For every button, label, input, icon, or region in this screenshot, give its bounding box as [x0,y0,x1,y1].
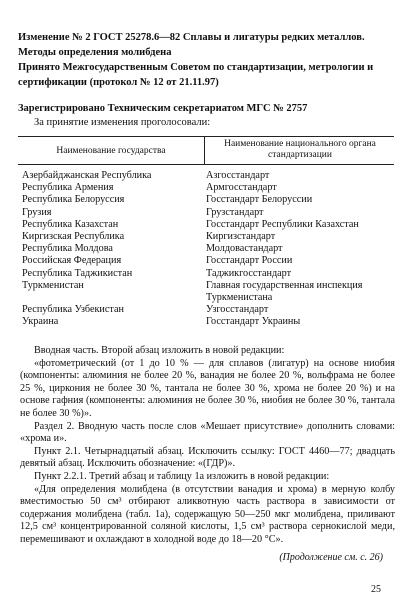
table-row [22,304,394,316]
table-header-divider [204,136,205,164]
state-name: Республика Армения [22,182,114,194]
paragraph: Вводная часть. Второй абзац изложить в новой редакции: [34,345,285,356]
table-header-rule [18,164,394,165]
state-name: Российская Федерация [22,255,122,267]
table-row [22,255,394,267]
standards-body: Грузстандарт [206,206,264,218]
registration-statement: Зарегистрировано Техническим секретариатом МГС № 2757 [18,103,308,114]
standards-body: Узгосстандарт [206,304,269,316]
state-name: Республика Таджикистан [22,267,133,279]
page-number: 25 [371,584,381,595]
table-row [22,219,394,231]
table-row [22,231,394,243]
standards-body: Госстандарт России [206,255,293,267]
table-row [22,243,394,255]
state-name: Республика Белоруссия [22,194,125,206]
standards-body: Молдовастандарт [206,243,283,255]
adoption-statement: Принято Межгосударственным Советом по стандартизации, метрологии и сертификации (протокол № 12 от 21.11.97) [18,62,374,88]
table-row [22,207,394,219]
table-row [22,316,394,328]
table-top-rule [18,136,394,137]
table-row [22,182,394,194]
standards-body: Киргизстандарт [206,231,276,243]
column-header-body: Наименование национального органа стандартизации [224,139,376,160]
paragraph: Пункт 2.2.1. Третий абзац и таблицу 1а изложить в новой редакции: [34,470,330,482]
amendment-body [20,345,395,547]
standards-body: Армгосстандарт [206,182,277,194]
state-name: Республика Молдова [22,243,113,255]
state-name: Грузия [22,206,52,218]
continuation-note: (Продолжение см. с. 26) [279,552,383,563]
standards-body: Госстандарт Белоруссии [206,194,313,206]
state-name: Республика Казахстан [22,218,119,230]
table-row [22,280,394,304]
state-name: Республика Узбекистан [22,304,124,316]
standards-body: Таджикгосстандарт [206,267,292,279]
standards-body: Главная государственная инспекция Туркменистана [206,279,363,304]
paragraph: «Для определения молибдена (в отсутствии ванадия и хрома) в мерную колбу вместимостью 50 см³ отбирают аликвотную часть раствора в зависимости от содержания молибдена (табл. 1а), содержащую 50—250 мкг молибдена, приливают 12,5 см³ концентрированной соляной кислоты, 1,5 см³ раствора сернокислой меди, перемешивают и охлаждают в холодной воде до 18—20 °С». [20,483,395,545]
state-name: Туркменистан [22,279,84,291]
amendment-title: Изменение № 2 ГОСТ 25278.6—82 Сплавы и лигатуры редких металлов. Методы определения молибдена [18,32,365,58]
state-name: Азербайджанская Республика [22,170,152,181]
state-name: Киргизская Республика [22,231,125,243]
paragraph: Раздел 2. Вводную часть после слов «Мешает присутствие» дополнить словами: «хрома и». [20,420,395,445]
table-row [22,194,394,206]
paragraph: «фотометрический (от 1 до 10 % — для сплавов (лигатур) на основе ниобия (компоненты: алюминия не более 20 %, ванадия не более 20 %, вольфрама не более 25 %, циркония не более 30 %, тантала не более 30 %, хрома не более 20 %) и на основе гафния (компоненты: алюминия не более 30 %, ниобия не более 30 %, тантала не более 30 %)». [20,357,395,419]
standards-body: Госстандарт Республики Казахстан [206,218,359,230]
column-header-state: Наименование государства [56,146,166,156]
table-row [22,268,394,280]
paragraph: Пункт 2.1. Четырнадцатый абзац. Исключить ссылку: ГОСТ 4460—77; двадцать девятый абзац. Исключить обозначение: «(ГДР)». [20,445,395,470]
voting-intro: За принятие изменения проголосовали: [34,117,211,128]
voting-table [22,170,394,329]
standards-body: Госстандарт Украины [206,316,301,328]
table-row [22,170,394,182]
standards-body: Азгосстандарт [206,170,270,181]
state-name: Украина [22,316,59,328]
